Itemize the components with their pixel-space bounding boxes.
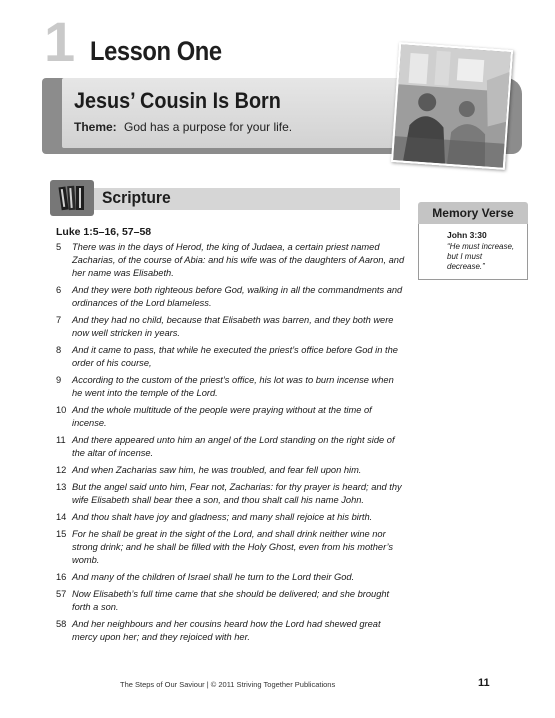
theme-text: God has a purpose for your life.	[124, 120, 293, 134]
memory-verse-quote: “He must increase, but I must decrease.”	[447, 242, 515, 271]
banner-illustration	[391, 42, 513, 170]
verse-item	[56, 434, 406, 460]
verse-list	[56, 241, 406, 648]
verse-text: And thou shalt have joy and gladness; and many shall rejoice at his birth.	[72, 512, 373, 522]
verse-text: And they had no child, because that Elisabeth was barren, and they both were now well stricken in years.	[72, 315, 394, 338]
memory-verse-body	[418, 224, 528, 280]
verse-text: There was in the days of Herod, the king of Judaea, a certain priest named Zacharias, of the course of Abia: and his wife was of the daughters of Aaron, and her name was Elisabeth.	[72, 242, 405, 278]
memory-verse-heading: Memory Verse	[418, 202, 528, 224]
scripture-label: Scripture	[102, 188, 171, 207]
verse-number: 9	[56, 375, 62, 385]
lesson-number: 1	[44, 10, 76, 73]
verse-number: 57	[56, 589, 67, 599]
page-number: 11	[478, 677, 490, 689]
verse-text: And many of the children of Israel shall he turn to the Lord their God.	[72, 572, 355, 582]
verse-number: 12	[56, 465, 67, 475]
verse-number: 16	[56, 572, 67, 582]
scripture-reference: Luke 1:5–16, 57–58	[56, 226, 152, 238]
verse-text: And her neighbours and her cousins heard how the Lord had shewed great mercy upon her; and they rejoiced with her.	[72, 619, 381, 642]
verse-number: 6	[56, 285, 62, 295]
verse-item	[56, 314, 406, 340]
verse-item	[56, 344, 406, 370]
verse-item	[56, 588, 406, 614]
verse-item	[56, 618, 406, 644]
verse-item	[56, 481, 406, 507]
verse-text: Now Elisabeth’s full time came that she should be delivered; and she brought forth a son.	[72, 589, 390, 612]
verse-item	[56, 464, 406, 477]
footer-text: The Steps of Our Saviour | © 2011 Striving Together Publications	[120, 680, 336, 689]
verse-item	[56, 528, 406, 567]
verse-item	[56, 404, 406, 430]
verse-text: And they were both righteous before God, walking in all the commandments and ordinances of the Lord blameless.	[72, 285, 403, 308]
verse-item	[56, 241, 406, 280]
scripture-header	[50, 180, 400, 216]
verse-number: 10	[56, 405, 67, 415]
verse-item	[56, 511, 406, 524]
verse-text: According to the custom of the priest’s office, his lot was to burn incense when he went into the temple of the Lord.	[72, 375, 394, 398]
verse-text: But the angel said unto him, Fear not, Zacharias: for thy prayer is heard; and thy wife Elisabeth shall bear thee a son, and thou shalt call his name John.	[72, 482, 402, 505]
verse-number: 58	[56, 619, 67, 629]
verse-number: 15	[56, 529, 67, 539]
nativity-illustration	[393, 44, 511, 167]
memory-verse-box	[418, 202, 528, 280]
verse-number: 13	[56, 482, 67, 492]
theme-line	[74, 120, 292, 134]
verse-text: And there appeared unto him an angel of the Lord standing on the right side of the altar of incense.	[72, 435, 395, 458]
verse-number: 8	[56, 345, 62, 355]
verse-item	[56, 284, 406, 310]
verse-text: For he shall be great in the sight of the Lord, and shall drink neither wine nor strong drink; and he shall be filled with the Holy Ghost, even from his mother’s womb.	[72, 529, 394, 565]
verse-number: 5	[56, 242, 62, 252]
verse-number: 14	[56, 512, 67, 522]
verse-number: 11	[56, 435, 66, 445]
verse-text: And the whole multitude of the people were praying without at the time of incense.	[72, 405, 372, 428]
banner-title: Jesus’ Cousin Is Born	[74, 88, 281, 113]
lesson-title: Lesson One	[90, 36, 222, 66]
verse-number: 7	[56, 315, 62, 325]
book-icon	[50, 180, 94, 216]
verse-text: And it came to pass, that while he executed the priest’s office before God in the order of his course,	[72, 345, 398, 368]
theme-label: Theme:	[74, 120, 117, 134]
verse-text: And when Zacharias saw him, he was troubled, and fear fell upon him.	[72, 465, 362, 475]
memory-verse-reference: John 3:30	[447, 230, 487, 240]
verse-item	[56, 374, 406, 400]
verse-item	[56, 571, 406, 584]
